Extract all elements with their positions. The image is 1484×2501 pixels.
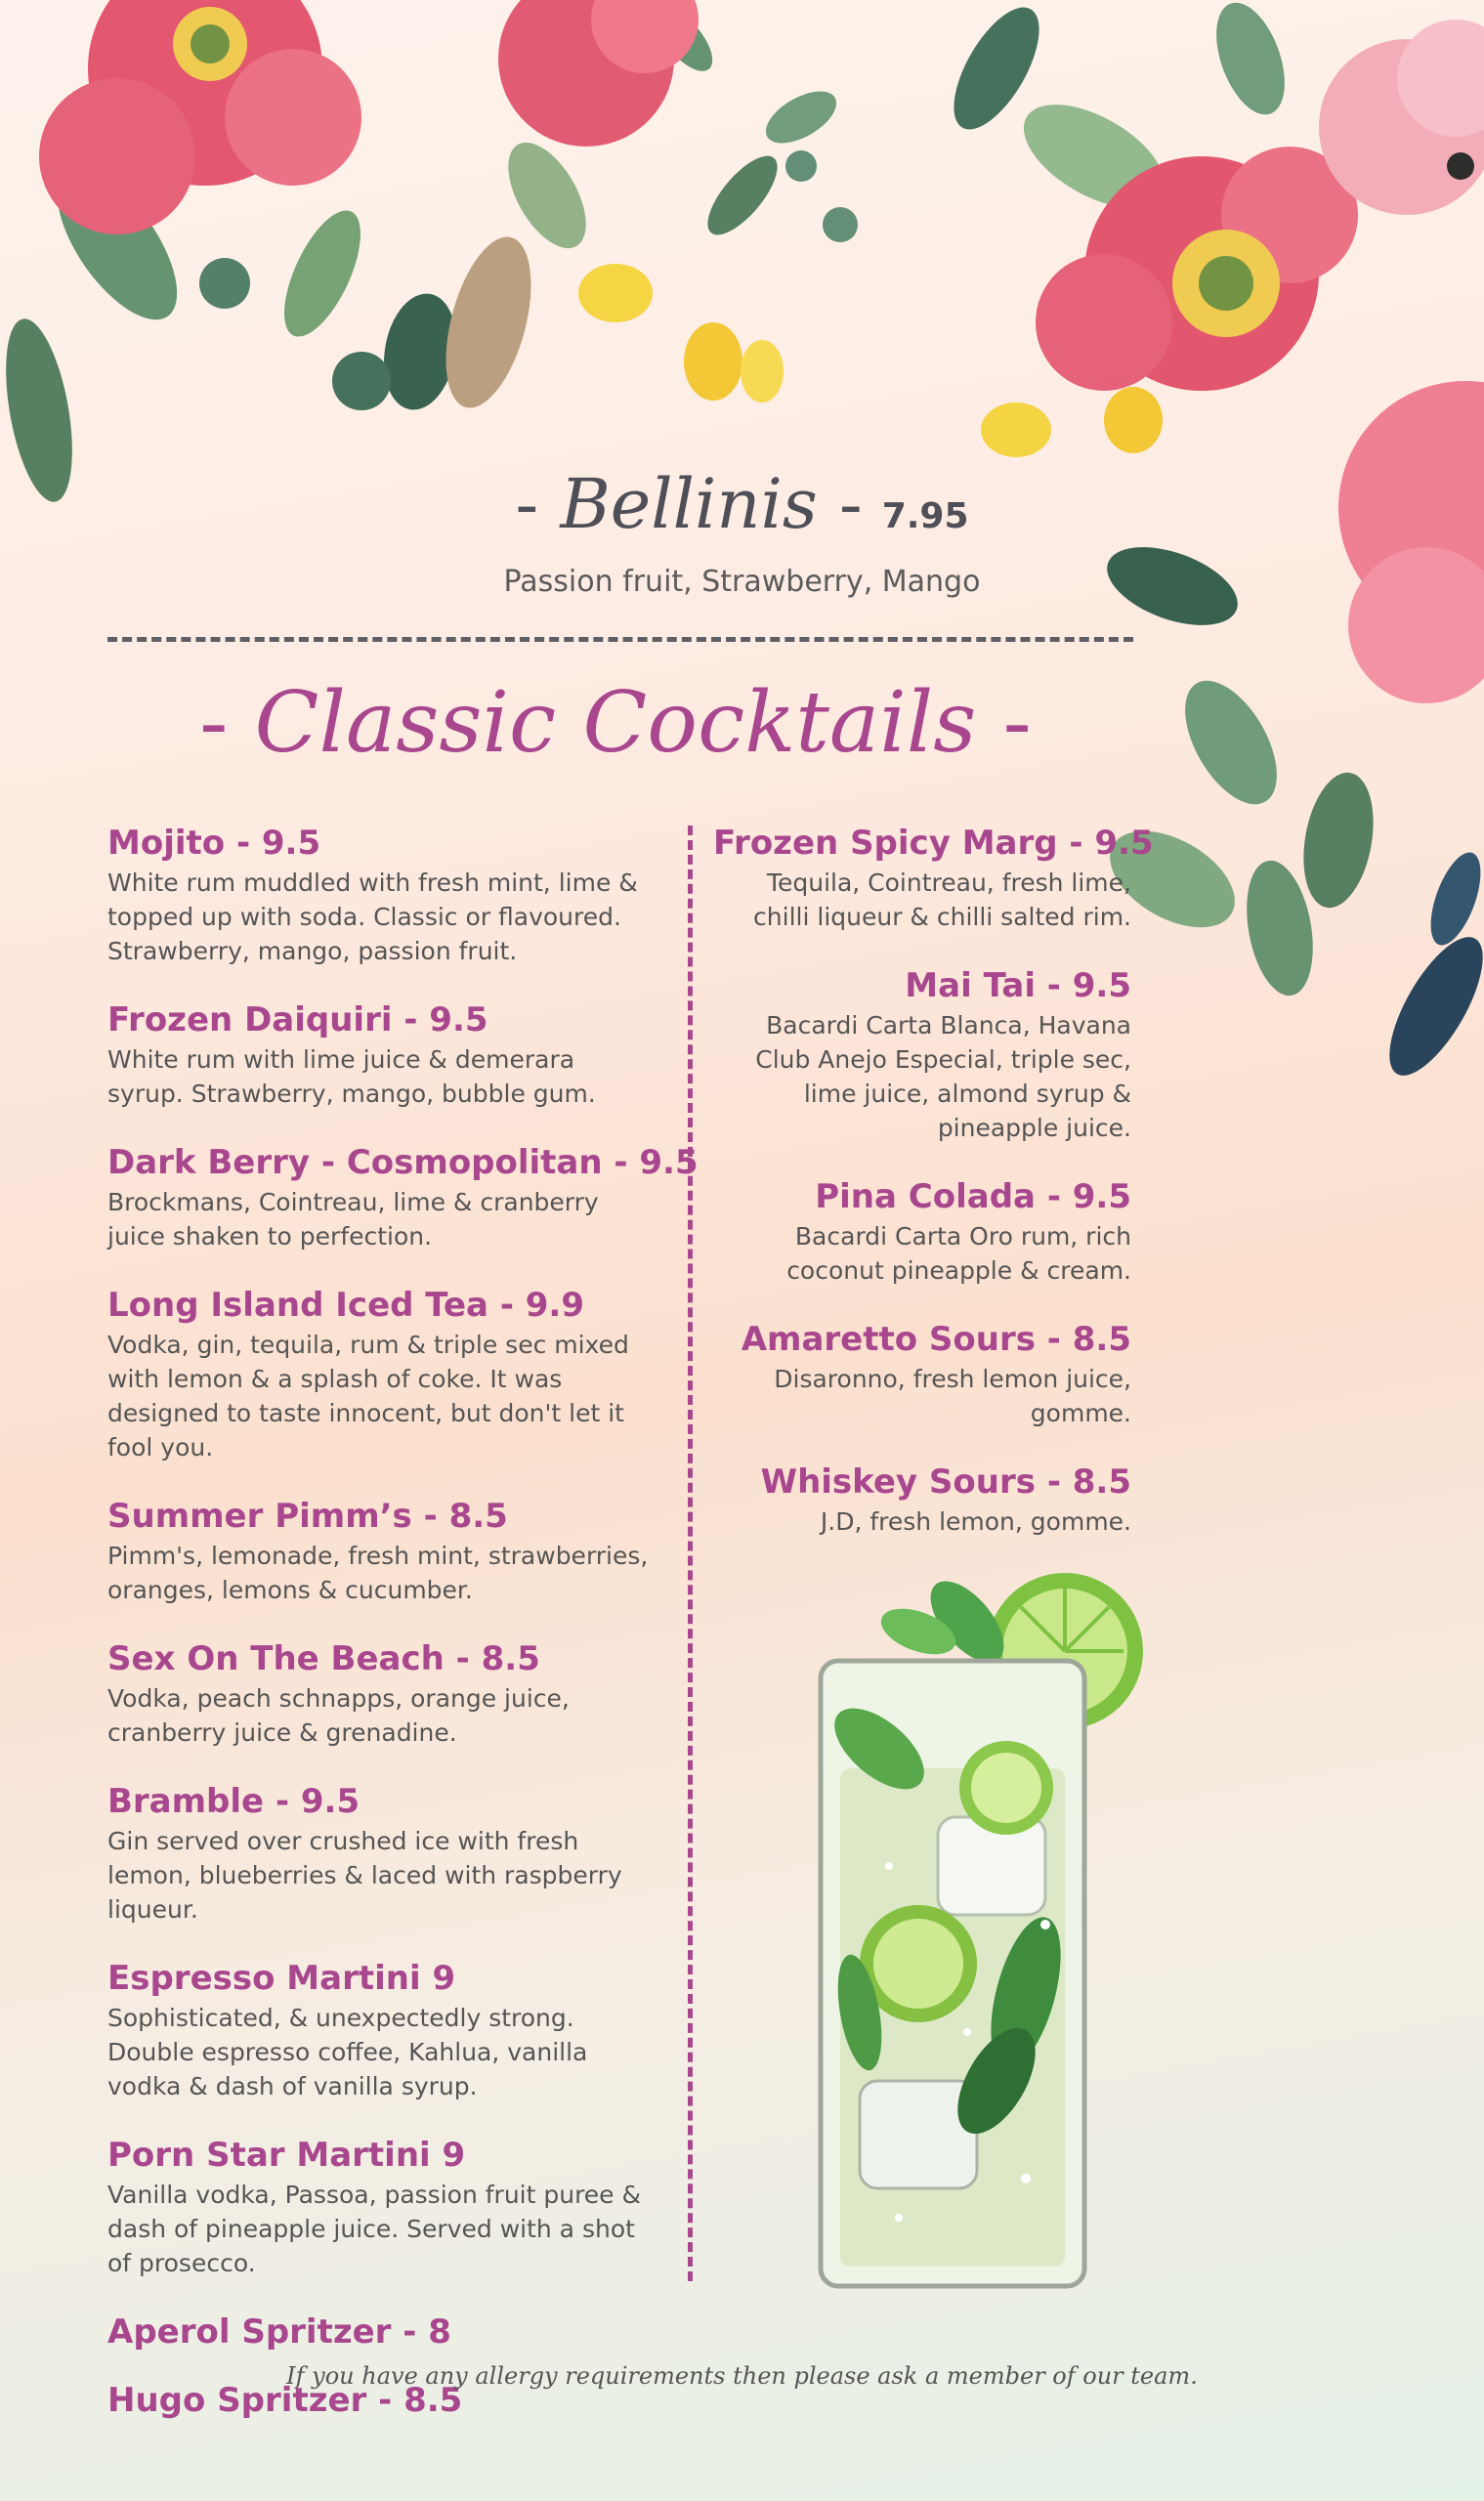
menu-item: [107, 1494, 655, 1607]
menu-item-description: Vanilla vodka, Passoa, passion fruit puree & dash of pineapple juice. Served with a shot of prosecco.: [107, 2181, 642, 2277]
menu-item-description: Bacardi Carta Blanca, Havana Club Anejo Especial, triple sec, lime juice, almond syrup & pineapple juice.: [755, 1011, 1131, 1142]
menu-item-description: Brockmans, Cointreau, lime & cranberry juice shaken to perfection.: [107, 1188, 599, 1250]
bellinis-price: 7.95: [881, 496, 969, 536]
menu-item: [107, 1140, 699, 1253]
mojito-glass-illustration-icon: [801, 1573, 1172, 2306]
allergy-note: If you have any allergy requirements then please ask a member of our team.: [286, 2362, 1198, 2390]
menu-item-name: Sex On The Beach - 8.5: [107, 1639, 540, 1678]
menu-item-name: Mojito - 9.5: [107, 824, 321, 863]
menu-item-description: Tequila, Cointreau, fresh lime, chilli liqueur & chilli salted rim.: [753, 869, 1131, 931]
menu-item-name: Whiskey Sours - 8.5: [760, 1462, 1131, 1502]
section-heading: - Classic Cocktails -: [199, 674, 1032, 772]
menu-item: [713, 821, 1154, 934]
menu-item: [107, 821, 655, 968]
menu-item: [107, 1779, 655, 1927]
menu-item: [713, 1460, 1131, 1539]
menu-item: [713, 1317, 1131, 1430]
menu-item-name: Frozen Daiquiri - 9.5: [107, 1000, 488, 1039]
menu-item-description: White rum with lime juice & demerara syrup. Strawberry, mango, bubble gum.: [107, 1045, 596, 1108]
left-menu-column: [107, 821, 699, 2452]
menu-item-description: Disaronno, fresh lemon juice, gomme.: [774, 1365, 1131, 1427]
section-title: Classic Cocktails: [254, 674, 977, 772]
menu-item-name: Bramble - 9.5: [107, 1782, 360, 1821]
menu-item-description: Vodka, peach schnapps, orange juice, cranberry juice & grenadine.: [107, 1684, 570, 1747]
menu-item-name: Dark Berry - Cosmopolitan - 9.5: [107, 1143, 699, 1182]
right-menu-column: [713, 821, 1154, 1568]
menu-item-name: Summer Pimm’s - 8.5: [107, 1497, 508, 1536]
menu-item-description: Bacardi Carta Oro rum, rich coconut pineapple & cream.: [786, 1222, 1131, 1285]
menu-item-name: Espresso Martini 9: [107, 1959, 456, 1998]
menu-item-description: White rum muddled with fresh mint, lime & topped up with soda. Classic or flavoured. Strawberry, mango, passion fruit.: [107, 869, 638, 965]
menu-item: [107, 1283, 655, 1464]
menu-item-description: J.D, fresh lemon, gomme.: [820, 1507, 1131, 1536]
menu-item-name: Mai Tai - 9.5: [905, 966, 1131, 1005]
menu-item-description: Sophisticated, & unexpectedly strong. Double espresso coffee, Kahlua, vanilla vodka & dash of vanilla syrup.: [107, 2004, 588, 2100]
menu-item: [107, 1636, 655, 1750]
menu-item-name: Long Island Iced Tea - 9.9: [107, 1286, 585, 1325]
menu-item-description: Pimm's, lemonade, fresh mint, strawberries, oranges, lemons & cucumber.: [107, 1542, 649, 1604]
menu-item: [713, 963, 1131, 1145]
bellinis-heading: - Bellinis - 7.95: [515, 464, 969, 544]
menu-item: [107, 2310, 655, 2354]
menu-item-name: Frozen Spicy Marg - 9.5: [713, 824, 1154, 863]
menu-item-name: Pina Colada - 9.5: [815, 1177, 1131, 1216]
menu-item: [107, 2133, 655, 2280]
menu-item: [107, 997, 655, 1111]
menu-item: [713, 1174, 1131, 1288]
menu-item-name: Hugo Spritzer - 8.5: [107, 2381, 463, 2420]
menu-item-name: Amaretto Sours - 8.5: [741, 1320, 1131, 1359]
bellinis-description: Passion fruit, Strawberry, Mango: [503, 565, 981, 599]
menu-item: [107, 1956, 655, 2103]
menu-item-description: Vodka, gin, tequila, rum & triple sec mixed with lemon & a splash of coke. It was designed to taste innocent, but don't let it fool you.: [107, 1331, 629, 1462]
menu-item-name: Aperol Spritzer - 8: [107, 2312, 451, 2352]
column-divider: [688, 826, 693, 2281]
bellinis-title: Bellinis: [560, 464, 818, 544]
menu-item-description: Gin served over crushed ice with fresh lemon, blueberries & laced with raspberry liqueur.: [107, 1827, 622, 1924]
menu-item-name: Porn Star Martini 9: [107, 2136, 466, 2175]
section-divider: [107, 637, 1133, 642]
